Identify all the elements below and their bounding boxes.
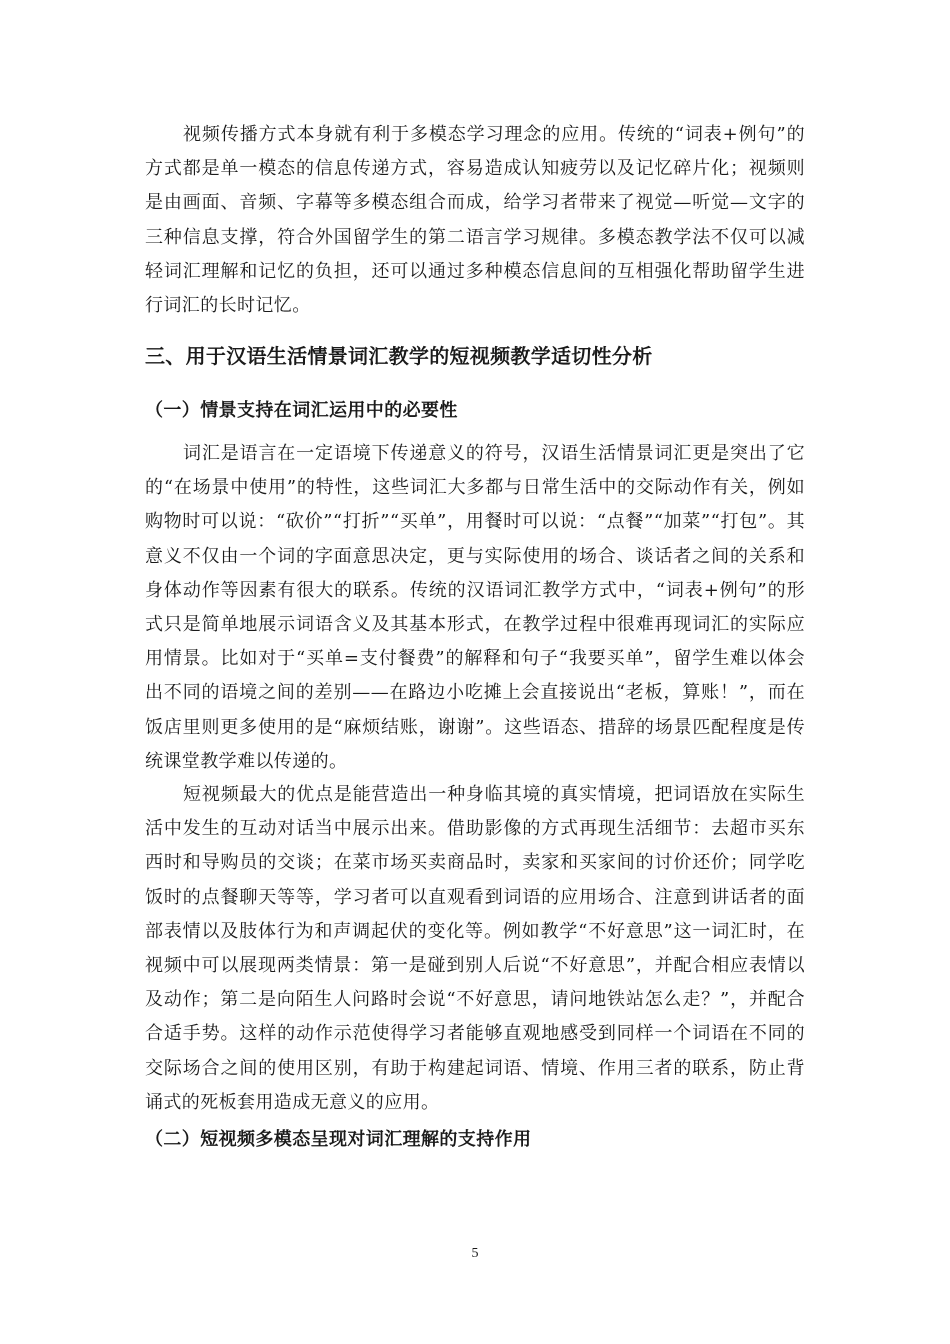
body-paragraph-1: 词汇是语言在一定语境下传递意义的符号，汉语生活情景词汇更是突出了它的“在场景中使用”的特性，这些词汇大多都与日常生活中的交际动作有关，例如购物时可以说：“砍价”“打折”“买单”，用餐时可以说：“点餐”“加菜”“打包”。其意义不仅由一个词的字面意思决定，更与实际使用的场合、谈话者之间的关系和身体动作等因素有很大的联系。传统的汉语词汇教学方式中，“词表+例句”的形式只是简单地展示词语含义及其基本形式，在教学过程中很难再现词汇的实际应用情景。比如对于“买单=支付餐费”的解释和句子“我要买单”，留学生难以体会出不同的语境之间的差别——在路边小吃摊上会直接说出“老板，算账！”，而在饭店里则更多使用的是“麻烦结账，谢谢”。这些语态、措辞的场景匹配程度是传统课堂教学难以传递的。 [145, 443, 805, 772]
section-heading: 三、用于汉语生活情景词汇教学的短视频教学适切性分析 [145, 344, 653, 368]
page-number: 5 [471, 1246, 479, 1261]
subsection-heading-2: （二）短视频多模态呈现对词汇理解的支持作用 [145, 1129, 532, 1150]
body-paragraph-2: 短视频最大的优点是能营造出一种身临其境的真实情境，把词语放在实际生活中发生的互动对话当中展示出来。借助影像的方式再现生活细节：去超市买东西时和导购员的交谈；在菜市场买卖商品时，卖家和买家间的讨价还价；同学吃饭时的点餐聊天等等，学习者可以直观看到词语的应用场合、注意到讲话者的面部表情以及肢体行为和声调起伏的变化等。例如教学“不好意思”这一词汇时，在视频中可以展现两类情景：第一是碰到别人后说“不好意思”，并配合相应表情以及动作；第二是向陌生人问路时会说“不好意思，请问地铁站怎么走？”，并配合合适手势。这样的动作示范使得学习者能够直观地感受到同样一个词语在不同的交际场合之间的使用区别，有助于构建起词语、情境、作用三者的联系，防止背诵式的死板套用造成无意义的应用。 [145, 784, 805, 1113]
subsection-heading-1: （一）情景支持在词汇运用中的必要性 [145, 400, 458, 421]
intro-paragraph: 视频传播方式本身就有利于多模态学习理念的应用。传统的“词表+例句”的方式都是单一模态的信息传递方式，容易造成认知疲劳以及记忆碎片化；视频则是由画面、音频、字幕等多模态组合而成，给学习者带来了视觉—听觉—文字的三种信息支撑，符合外国留学生的第二语言学习规律。多模态教学法不仅可以减轻词汇理解和记忆的负担，还可以通过多种模态信息间的互相强化帮助留学生进行词汇的长时记忆。 [145, 124, 805, 317]
